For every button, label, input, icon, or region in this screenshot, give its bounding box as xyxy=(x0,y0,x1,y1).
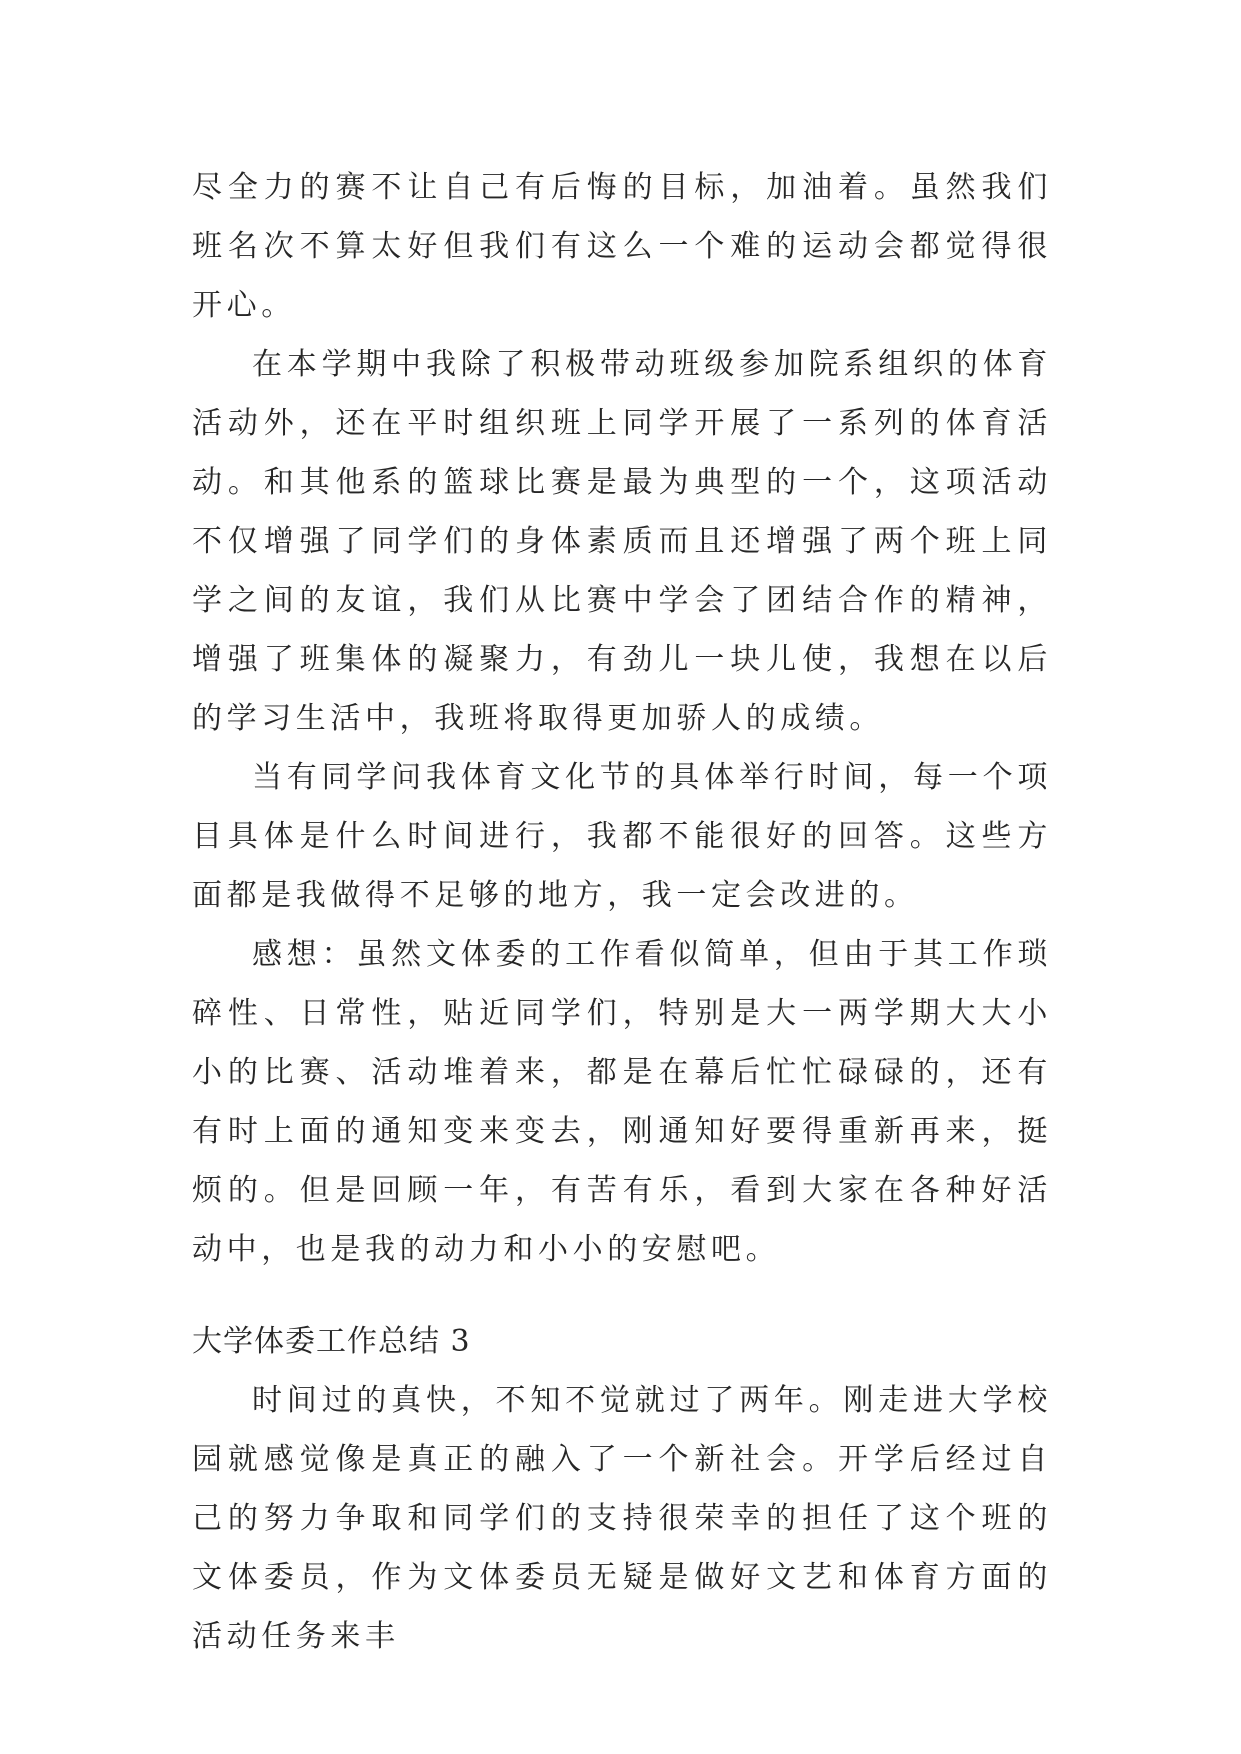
paragraph-section-intro: 时间过的真快，不知不觉就过了两年。刚走进大学校园就感觉像是真正的融入了一个新社会。开学后经过自己的努力争取和同学们的支持很荣幸的担任了这个班的文体委员，作为文体委员无疑是做好文艺和体育方面的活动任务来丰 xyxy=(192,1383,1052,1654)
paragraph-activities: 在本学期中我除了积极带动班级参加院系组织的体育活动外，还在平时组织班上同学开展了一系列的体育活动。和其他系的篮球比赛是最为典型的一个，这项活动不仅增强了同学们的身体素质而且还增强了两个班上同学之间的友谊，我们从比赛中学会了团结合作的精神，增强了班集体的凝聚力，有劲儿一块儿使，我想在以后的学习生活中，我班将取得更加骄人的成绩。 xyxy=(192,347,1052,736)
section-heading: 大学体委工作总结 3 xyxy=(192,1324,471,1359)
paragraph-reflections: 感想：虽然文体委的工作看似简单，但由于其工作琐碎性、日常性，贴近同学们，特别是大一两学期大大小小的比赛、活动堆着来，都是在幕后忙忙碌碌的，还有有时上面的通知变来变去，刚通知好要得重新再来，挺烦的。但是回顾一年，有苦有乐，看到大家在各种好活动中，也是我的动力和小小的安慰吧。 xyxy=(192,937,1052,1267)
paragraph-shortcomings: 当有同学问我体育文化节的具体举行时间，每一个项目具体是什么时间进行，我都不能很好的回答。这些方面都是我做得不足够的地方，我一定会改进的。 xyxy=(192,760,1052,913)
document-body xyxy=(192,158,1052,1666)
paragraph-continued: 尽全力的赛不让自己有后悔的目标，加油着。虽然我们班名次不算太好但我们有这么一个难的运动会都觉得很开心。 xyxy=(192,170,1052,323)
